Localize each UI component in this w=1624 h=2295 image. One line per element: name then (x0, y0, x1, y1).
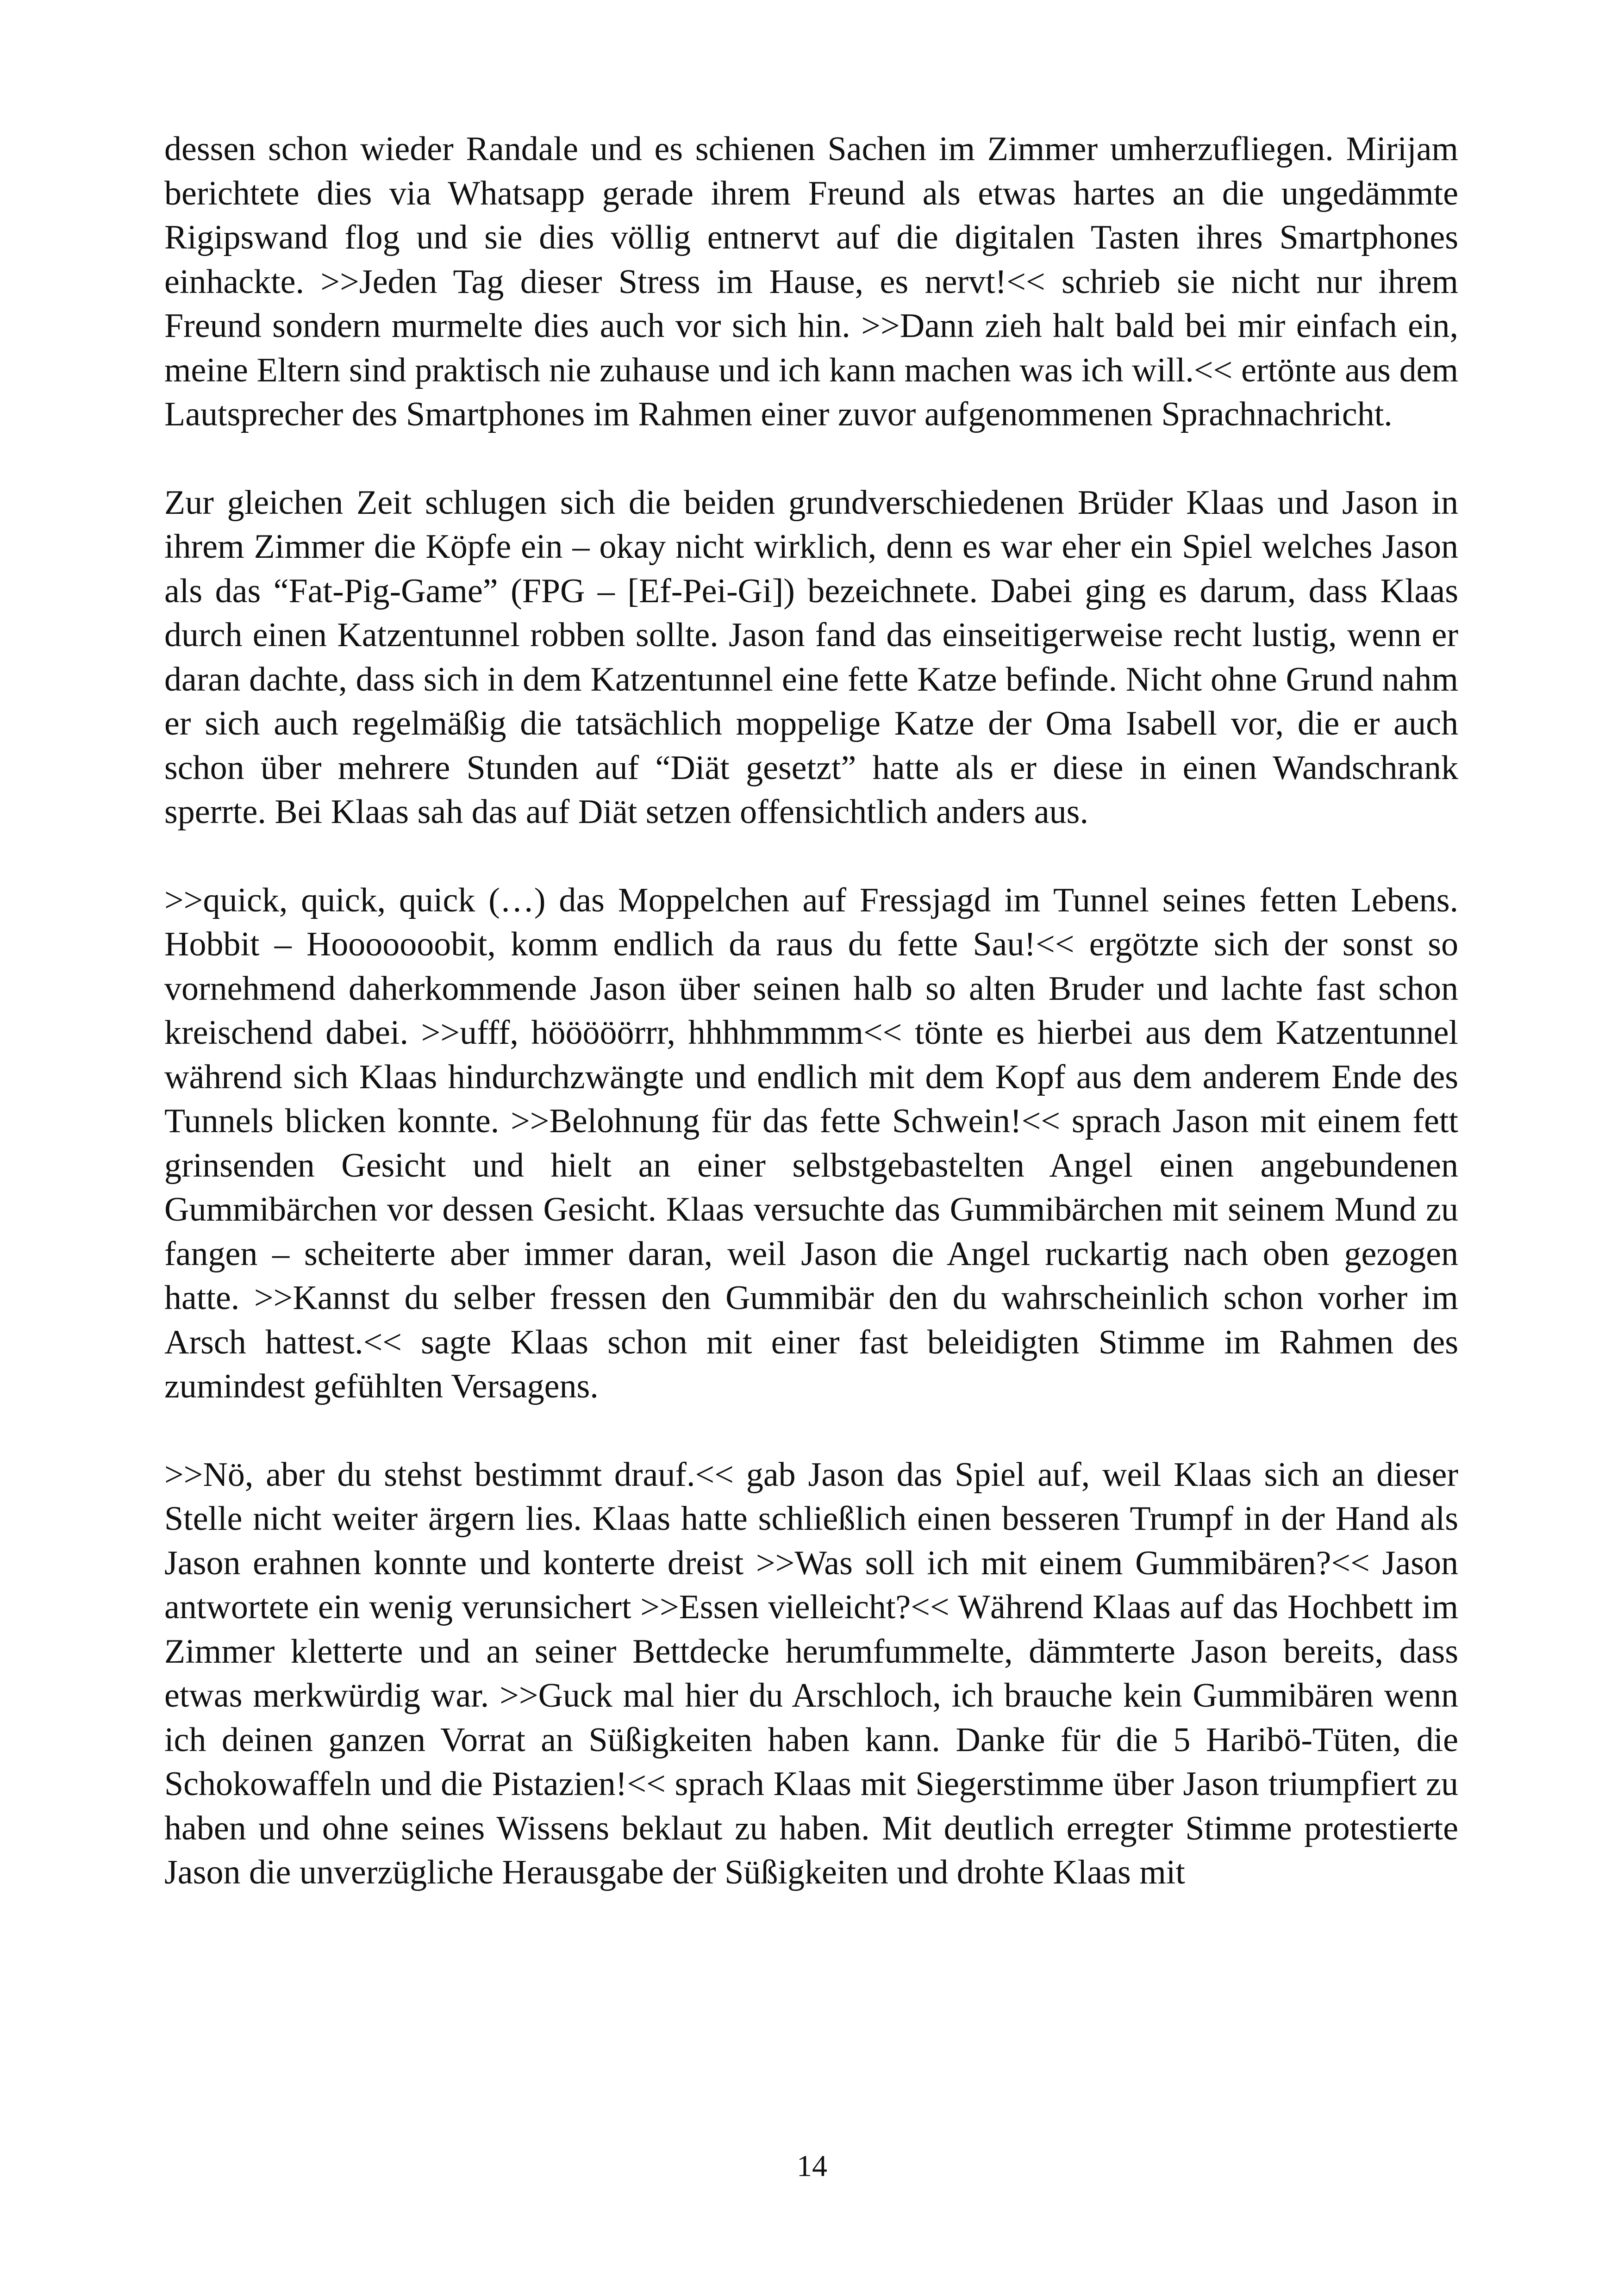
paragraph-1: dessen schon wieder Randale und es schienen Sachen im Zimmer umherzufliegen. Mirijam berichtete dies via Whatsapp gerade ihrem Freund als etwas hartes an die ungedämmte Rigipswand flog und sie dies völlig entnervt auf die digitalen Tasten ihres Smartphones einhackte. >>Jeden Tag dieser Stress im Hause, es nervt!<< schrieb sie nicht nur ihrem Freund sondern murmelte dies auch vor sich hin. >>Dann zieh halt bald bei mir einfach ein, meine Eltern sind praktisch nie zuhause und ich kann machen was ich will.<< ertönte aus dem Lautsprecher des Smartphones im Rahmen einer zuvor aufgenommenen Sprachnachricht. (164, 130, 1458, 433)
page-number: 14 (797, 2149, 827, 2183)
page-body (164, 127, 1458, 1895)
paragraph-4: >>Nö, aber du stehst bestimmt drauf.<< gab Jason das Spiel auf, weil Klaas sich an dieser Stelle nicht weiter ärgern lies. Klaas hatte schließlich einen besseren Trumpf in der Hand als Jason erahnen konnte und konterte dreist >>Was soll ich mit einem Gummibären?<< Jason antwortete ein wenig verunsichert >>Essen vielleicht?<< Während Klaas auf das Hochbett im Zimmer kletterte und an seiner Bettdecke herumfummelte, dämmterte Jason bereits, dass etwas merkwürdig war. >>Guck mal hier du Arschloch, ich brauche kein Gummibären wenn ich deinen ganzen Vorrat an Süßigkeiten haben kann. Danke für die 5 Haribö-Tüten, die Schokowaffeln und die Pistazien!<< sprach Klaas mit Siegerstimme über Jason triumpfiert zu haben und ohne seines Wissens beklaut zu haben. Mit deutlich erregter Stimme protestierte Jason die unverzügliche Herausgabe der Süßigkeiten und drohte Klaas mit (164, 1455, 1458, 1891)
paragraph-2: Zur gleichen Zeit schlugen sich die beiden grundverschiedenen Brüder Klaas und Jason in ihrem Zimmer die Köpfe ein – okay nicht wirklich, denn es war eher ein Spiel welches Jason als das “Fat-Pig-Game” (FPG – [Ef-Pei-Gi]) bezeichnete. Dabei ging es darum, dass Klaas durch einen Katzentunnel robben sollte. Jason fand das einseitigerweise recht lustig, wenn er daran dachte, dass sich in dem Katzentunnel eine fette Katze befinde. Nicht ohne Grund nahm er sich auch regelmäßig die tatsächlich moppelige Katze der Oma Isabell vor, die er auch schon über mehrere Stunden auf “Diät gesetzt” hatte als er diese in einen Wandschrank sperrte. Bei Klaas sah das auf Diät setzen offensichtlich anders aus. (164, 483, 1458, 831)
paragraph-3: >>quick, quick, quick (…) das Moppelchen auf Fressjagd im Tunnel seines fetten Lebens. Hobbit – Hooooooobit, komm endlich da raus du fette Sau!<< ergötzte sich der sonst so vornehmend daherkommende Jason über seinen halb so alten Bruder und lachte fast schon kreischend dabei. >>ufff, hööööörrr, hhhhmmmm<< tönte es hierbei aus dem Katzentunnel während sich Klaas hindurchzwängte und endlich mit dem Kopf aus dem anderem Ende des Tunnels blicken konnte. >>Belohnung für das fette Schwein!<< sprach Jason mit einem fett grinsenden Gesicht und hielt an einer selbstgebastelten Angel einen angebundenen Gummibärchen vor dessen Gesicht. Klaas versuchte das Gummibärchen mit seinem Mund zu fangen – scheiterte aber immer daran, weil Jason die Angel ruckartig nach oben gezogen hatte. >>Kannst du selber fressen den Gummibär den du wahrscheinlich schon vorher im Arsch hattest.<< sagte Klaas schon mit einer fast beleidigten Stimme im Rahmen des zumindest gefühlten Versagens. (164, 881, 1458, 1405)
